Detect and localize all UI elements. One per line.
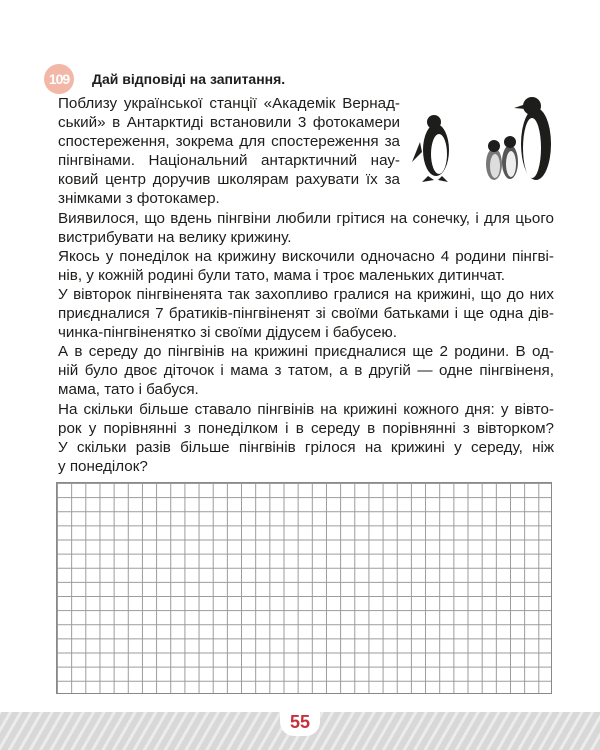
text-line: пінгвінами. Національний антарктичний нау-	[58, 152, 400, 170]
text-line: знімками з фотокамер.	[58, 190, 220, 208]
text-line: рок у порівнянні з понеділком і в середу в порівнянні з вівторком?	[58, 419, 554, 437]
text-line: ковий центр доручив школярам рахувати їх за	[58, 171, 400, 189]
penguins-illustration	[408, 92, 560, 188]
text-line: На скільки більше ставало пінгвінів на крижині кожного дня: у вівто-	[58, 400, 554, 418]
paragraph-tuesday	[58, 285, 554, 342]
answer-grid[interactable]	[56, 482, 552, 694]
text-line: мама, тато і бабуся.	[58, 381, 199, 399]
text-line: Виявилося, що вдень пінгвіни любили грітися на сонечку, і для цього	[58, 209, 554, 227]
text-line: ський» в Антарктиді встановили 3 фотокамери	[58, 114, 400, 132]
penguin-chick-icon	[486, 140, 502, 180]
penguin-icon	[412, 115, 449, 182]
penguin-icon	[514, 97, 551, 180]
text-line: нів, у кожній родині були тато, мама і троє маленьких дитинчат.	[58, 266, 505, 284]
text-line: А в середу до пінгвінів на крижині приєдналися ще 2 родини. В од-	[58, 343, 554, 361]
text-line: У вівторок пінгвіненята так захопливо гралися на крижині, що до них	[58, 285, 554, 303]
page-number: 55	[280, 708, 320, 736]
text-line: ній було двоє діточок і мама з татом, а в другій — одне пінгвіненя,	[58, 362, 554, 380]
text-line: спостереження, зокрема для спостереження за	[58, 133, 400, 151]
paragraph-sunbathing	[58, 209, 554, 247]
task-title: Дай відповіді на запитання.	[92, 71, 286, 87]
text-line: Якось у понеділок на крижину вискочили одночасно 4 родини пінгві-	[58, 247, 554, 265]
text-line: у понеділок?	[58, 457, 148, 475]
paragraph-questions	[58, 400, 554, 476]
text-line: У скільки разів більше пінгвінів грілося на крижині у середу, ніж	[58, 438, 554, 456]
text-line: вистрибувати на велику крижину.	[58, 228, 292, 246]
paragraph-wednesday	[58, 342, 554, 399]
task-number-badge: 109	[44, 64, 74, 94]
text-line: Поблизу української станції «Академік Вернад-	[58, 95, 400, 112]
paragraph-monday	[58, 247, 554, 285]
penguin-chick-icon	[502, 136, 518, 179]
text-line: чинка-пінгвіненятко зі своїми дідусем і бабусею.	[58, 324, 398, 342]
text-line: приєдналися 7 братиків-пінгвіненят зі своїми батьками і ще одна дів-	[58, 305, 554, 323]
